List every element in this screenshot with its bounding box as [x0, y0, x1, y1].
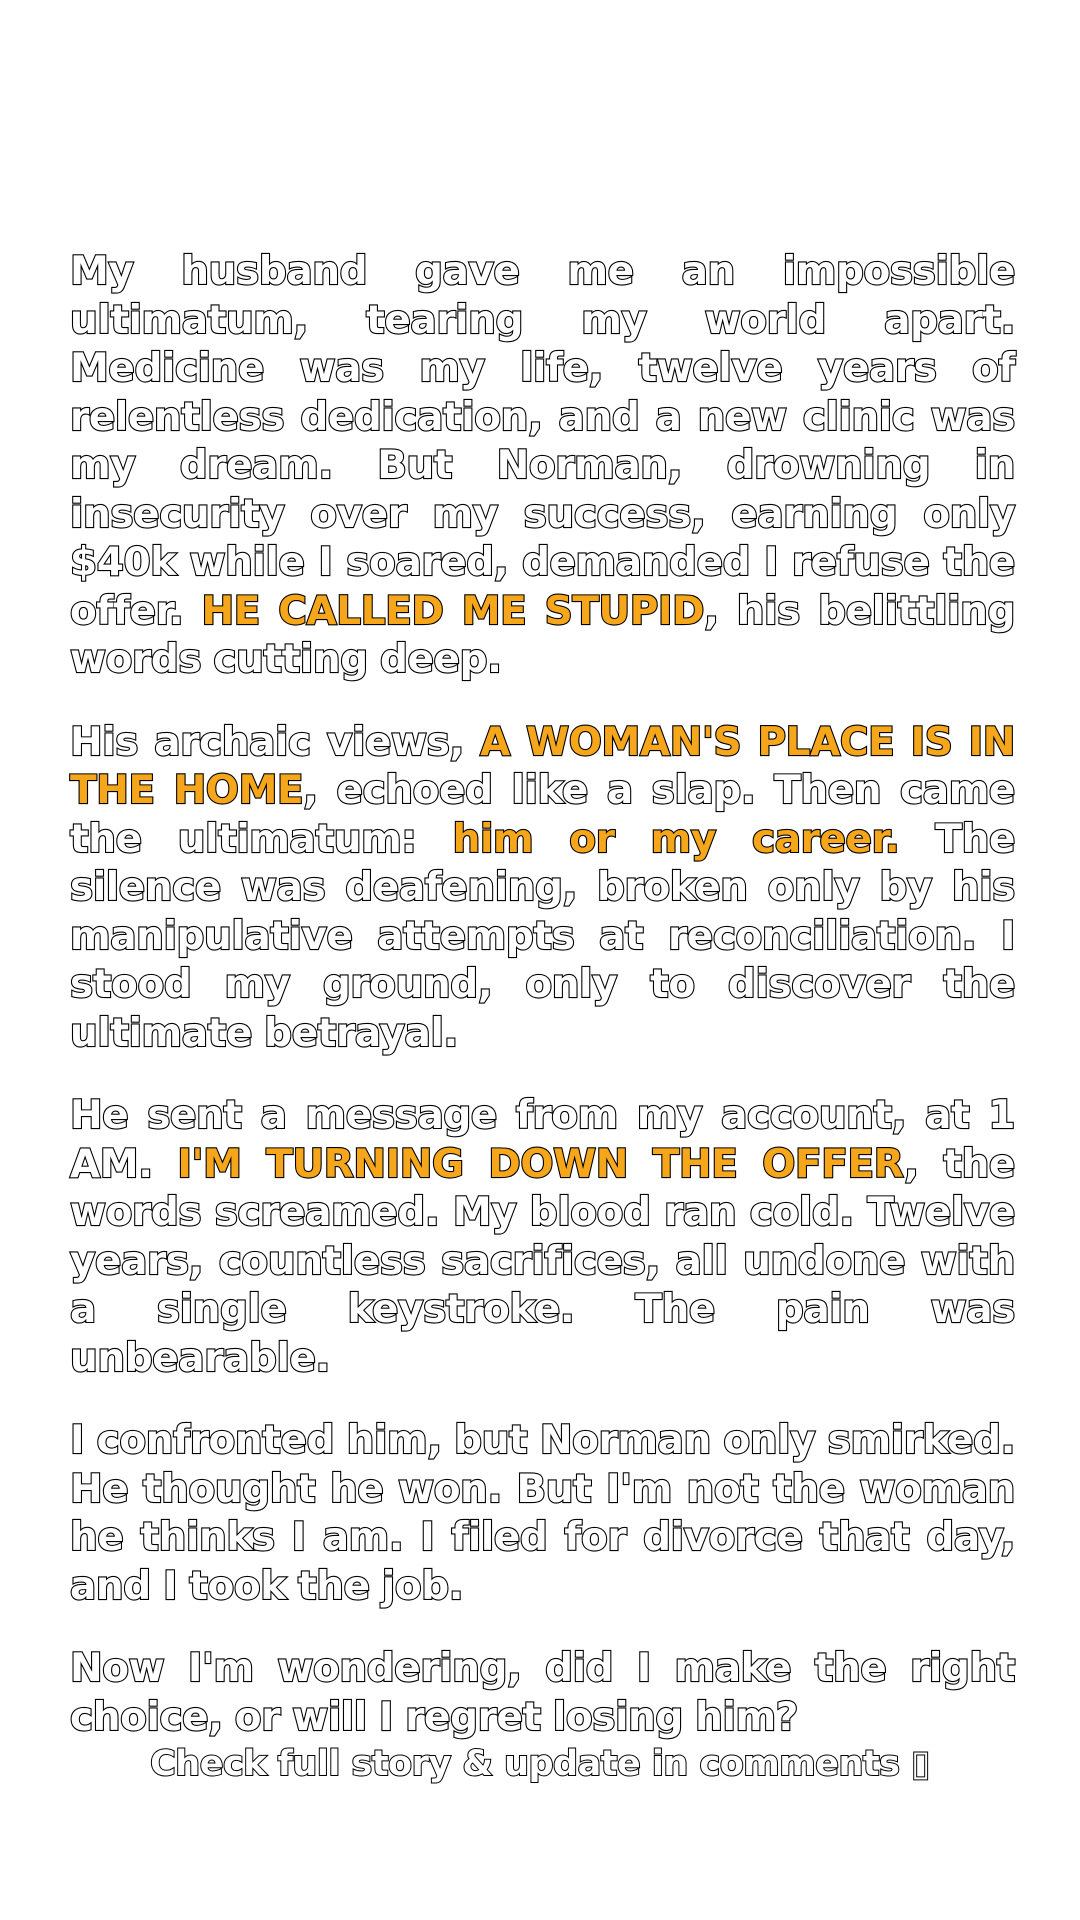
story-body	[70, 248, 1015, 1776]
story-text: My husband gave me an impossible ultimatum, tearing my world apart. Medicine was my life, twelve years of relentless dedication, and a new clinic was my dream. But Norman, drowning in insecurity over my success, earning only $40k while I soared, demanded I refuse the offer.	[70, 249, 1015, 634]
highlight-text: A WOMAN'S PLACE IS IN THE HOME	[70, 719, 1015, 813]
story-paragraph-2	[70, 719, 1015, 1059]
highlight-text: him or my career.	[452, 816, 900, 862]
story-text: , echoed like a slap. Then came the ultimatum:	[70, 768, 1015, 862]
highlight-text: I'M TURNING DOWN THE OFFER	[177, 1141, 905, 1187]
story-paragraph-4	[70, 1417, 1015, 1611]
story-text: , his belittling words cutting deep.	[70, 588, 1015, 682]
story-text: , the words screamed. My blood ran cold. Twelve years, countless sacrifices, all undone with a single keystroke. The pain was unbearable.	[70, 1141, 1015, 1381]
story-paragraph-3	[70, 1092, 1015, 1383]
story-text: His archaic views,	[70, 719, 481, 765]
comments-call-to-action: Check full story & update in comments ▯	[150, 1744, 930, 1784]
story-text: I confronted him, but Norman only smirked. He thought he won. But I'm not the woman he thinks I am. I filed for divorce that day, and I took the job.	[70, 1418, 1015, 1609]
story-text: Now I'm wondering, did I make the right choice, or will I regret losing him?	[70, 1646, 1015, 1740]
story-text: The silence was deafening, broken only by his manipulative attempts at reconciliation. I stood my ground, only to discover the ultimate betrayal.	[70, 816, 1015, 1056]
story-paragraph-5	[70, 1645, 1015, 1742]
highlight-text: HE CALLED ME STUPID	[201, 588, 705, 634]
story-paragraph-1	[70, 248, 1015, 685]
story-text: He sent a message from my account, at 1 AM.	[70, 1093, 1015, 1187]
